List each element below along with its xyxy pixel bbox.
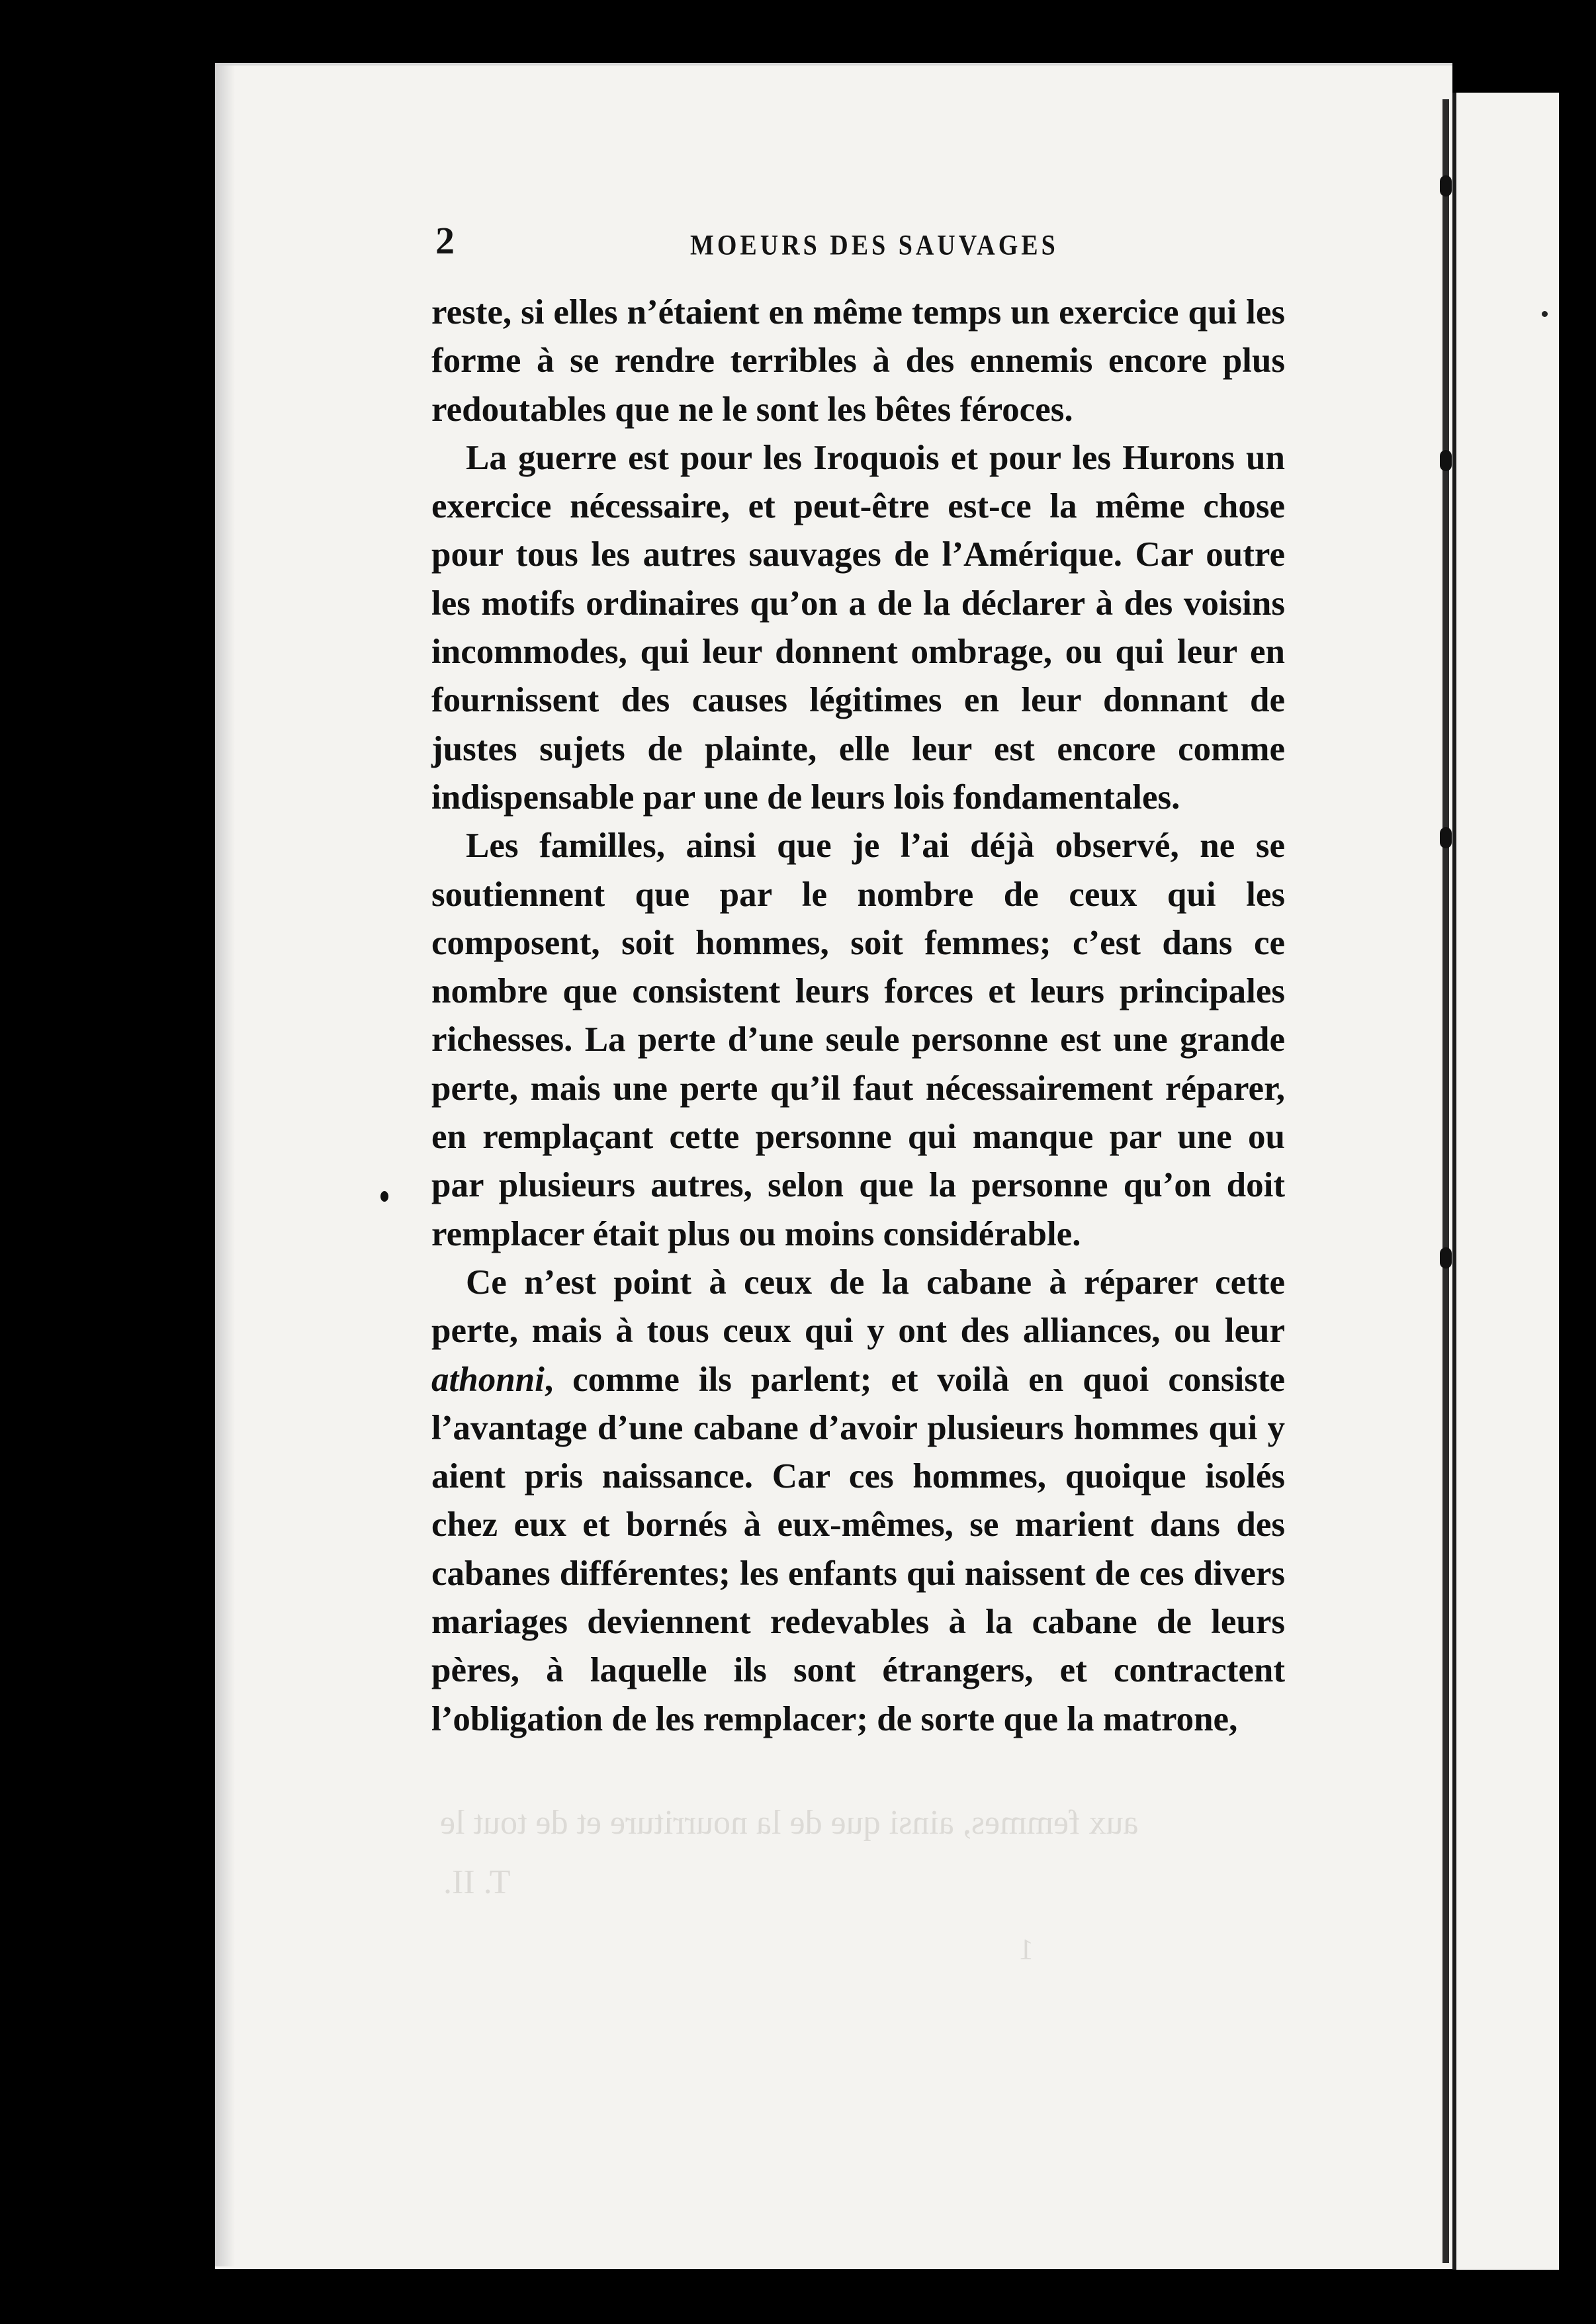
paragraph-4 (431, 1259, 1285, 1744)
right-page-edge (1442, 99, 1449, 2263)
ink-speck (1542, 311, 1548, 317)
running-title: MOEURS DES SAUVAGES (690, 229, 1059, 261)
adjacent-page-strip (1452, 93, 1559, 2270)
binding-thread-mark (1440, 175, 1452, 197)
page-number: 2 (435, 219, 455, 262)
paragraph-3: Les familles, ainsi que je l’ai déjà observé, ne se soutiennent que par le nombre de ceux qui les composent, soit hommes, soit femmes; c’est dans ce nombre que consistent leurs forces et leurs principales richesses. La perte d’une seule personne est une grande perte, mais une perte qu’il faut nécessairement réparer, en remplaçant cette personne qui manque par une ou par plusieurs autres, selon que la personne qu’on doit remplacer était plus ou moins considérable. (431, 827, 1285, 1253)
bleed-through-signature: T. II. (443, 1863, 511, 1901)
bleed-through-line: aux femmes, ainsi que de la nourriture et de tout le (440, 1804, 1139, 1842)
binding-thread-mark (1440, 1247, 1452, 1269)
body-text (431, 289, 1285, 1744)
binding-thread-mark (1440, 827, 1452, 848)
binding-thread-mark (1440, 450, 1452, 471)
bleed-through-mark: 1 (1019, 1933, 1034, 1965)
paragraph-4-text-end: , comme ils parlent; et voilà en quoi consiste l’avantage d’une cabane d’avoir plusieurs hommes qui y aient pris naissance. Car ces hommes, quoique isolés chez eux et bornés à eux-mêmes, se marient dans des cabanes différentes; les enfants qui naissent de ces divers mariages deviennent redevables à la cabane de leurs pères, à laquelle ils sont étrangers, et contractent l’obligation de les remplacer; de sorte que la matrone, (431, 1360, 1285, 1738)
running-head (435, 221, 1296, 261)
italic-term-athonni: athonni (431, 1360, 545, 1399)
paragraph-2: La guerre est pour les Iroquois et pour les Hurons un exercice nécessaire, et peut-être est-ce la même chose pour tous les autres sauvages de l’Amérique. Car outre les motifs ordinaires qu’on a de la déclarer à des voisins incommodes, qui leur donnent ombrage, ou qui leur en fournissent des causes légitimes en leur donnant de justes sujets de plainte, elle leur est encore comme indispensable par une de leurs lois fondamentales. (431, 438, 1285, 817)
paragraph-1: reste, si elles n’étaient en même temps un exercice qui les forme à se rendre terribles à des ennemis encore plus redoutables que ne le sont les bêtes féroces. (431, 293, 1285, 429)
paragraph-4-text-start: Ce n’est point à ceux de la cabane à réparer cette perte, mais à tous ceux qui y ont des alliances, ou leur (431, 1263, 1285, 1351)
page-gutter-shadow (215, 63, 235, 2266)
margin-ink-dot (380, 1191, 388, 1202)
